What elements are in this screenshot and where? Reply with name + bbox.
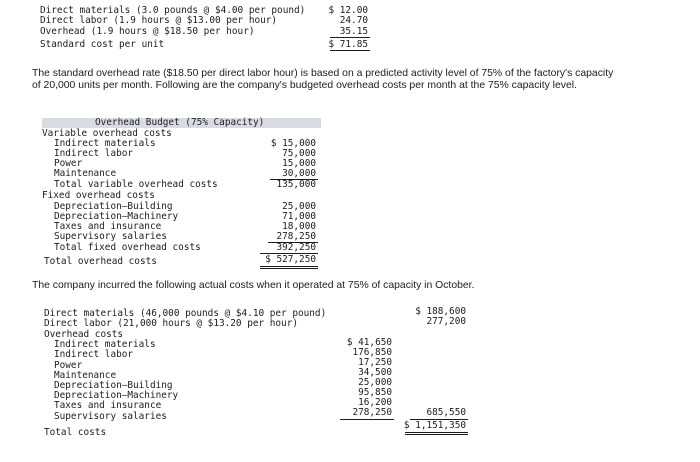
actual-total-amount: $ 1,151,350	[403, 420, 466, 431]
actual-total-label: Total costs	[44, 427, 107, 438]
actual-item-label: Indirect labor	[54, 349, 134, 360]
budget-item-amount: 30,000	[282, 168, 316, 179]
budget-item-label: Indirect labor	[54, 148, 134, 159]
std-row-label: Overhead (1.9 hours @ $18.50 per hour)	[40, 26, 255, 37]
standard-cost-table	[0, 0, 380, 52]
fixed-header: Fixed overhead costs	[42, 190, 155, 201]
actual-costs-table	[0, 305, 480, 440]
actual-item-label: Power	[54, 360, 83, 371]
budget-item-label: Indirect materials	[54, 138, 156, 149]
budget-title: Overhead Budget (75% Capacity)	[95, 117, 265, 128]
budget-item-label: Taxes and insurance	[54, 221, 162, 232]
variable-total-label: Total variable overhead costs	[54, 179, 218, 190]
actual-item-amount: 176,850	[352, 347, 392, 358]
variable-header: Variable overhead costs	[42, 128, 172, 139]
divider	[340, 419, 394, 420]
actual-overhead-total: 685,550	[426, 407, 466, 418]
divider	[405, 434, 468, 435]
std-row-label: Standard cost per unit	[40, 39, 165, 50]
fixed-total-label: Total fixed overhead costs	[54, 242, 201, 253]
actual-item-label: Maintenance	[54, 370, 117, 381]
actual-dm-amount: $ 188,600	[415, 306, 466, 317]
std-row-amount: 24.70	[339, 15, 368, 26]
budget-item-label: Depreciation—Machinery	[54, 211, 179, 222]
actual-item-label: Depreciation—Machinery	[54, 390, 179, 401]
actual-overhead-header: Overhead costs	[44, 329, 124, 340]
budget-item-label: Maintenance	[54, 168, 117, 179]
budget-item-label: Power	[54, 158, 83, 169]
std-row-label: Direct labor (1.9 hours @ $13.00 per hour)	[40, 15, 278, 26]
budget-item-label: Depreciation—Building	[54, 201, 173, 212]
divider	[405, 432, 468, 433]
actual-item-amount: 95,850	[358, 387, 392, 398]
actual-item-label: Supervisory salaries	[54, 411, 167, 422]
budget-item-amount: 75,000	[282, 148, 316, 159]
paragraph-standard-rate: The standard overhead rate ($18.50 per direct labor hour) is based on a predicted activity level of 75% of the factory's capacity of 20,000 units per month. Following are the company's budgeted overhead costs per month at the 75% capacity level.	[32, 68, 614, 91]
budget-item-amount: 18,000	[282, 221, 316, 232]
variable-total-amount: 135,000	[276, 179, 316, 190]
grand-total-amount: $ 527,250	[265, 254, 316, 265]
divider	[330, 50, 370, 51]
actual-item-label: Taxes and insurance	[54, 400, 162, 411]
grand-total-label: Total overhead costs	[44, 256, 157, 267]
actual-item-amount: 25,000	[358, 377, 392, 388]
budget-item-amount: $ 15,000	[270, 138, 316, 149]
std-row-amount: $ 71.85	[328, 39, 368, 50]
actual-item-amount: 278,250	[352, 407, 392, 418]
budget-item-amount: 278,250	[276, 231, 316, 242]
actual-dl-label: Direct labor (21,000 hours @ $13.20 per hour)	[44, 318, 298, 329]
paragraph-actual-costs: The company incurred the following actual costs when it operated at 75% of capacity in October.	[32, 280, 475, 291]
actual-item-label: Depreciation—Building	[54, 380, 173, 391]
std-row-amount: 35.15	[339, 26, 368, 37]
divider	[260, 268, 318, 269]
actual-item-amount: 34,500	[358, 367, 392, 378]
actual-item-amount: 17,250	[358, 357, 392, 368]
actual-item-label: Indirect materials	[54, 339, 156, 350]
budget-item-amount: 25,000	[282, 201, 316, 212]
budget-item-label: Supervisory salaries	[54, 231, 167, 242]
actual-dl-amount: 277,200	[426, 316, 466, 327]
divider	[330, 37, 370, 38]
fixed-total-amount: 392,250	[276, 242, 316, 253]
budget-item-amount: 71,000	[282, 211, 316, 222]
actual-item-amount: 16,200	[358, 397, 392, 408]
std-row-label: Direct materials (3.0 pounds @ $4.00 per pound)	[40, 5, 306, 16]
budget-item-amount: 15,000	[282, 158, 316, 169]
divider	[260, 266, 318, 267]
std-row-amount: $ 12.00	[328, 5, 368, 16]
actual-item-amount: $ 41,650	[346, 337, 392, 348]
overhead-budget-table	[0, 115, 330, 270]
actual-dm-label: Direct materials (46,000 pounds @ $4.10 per pound)	[44, 308, 327, 319]
